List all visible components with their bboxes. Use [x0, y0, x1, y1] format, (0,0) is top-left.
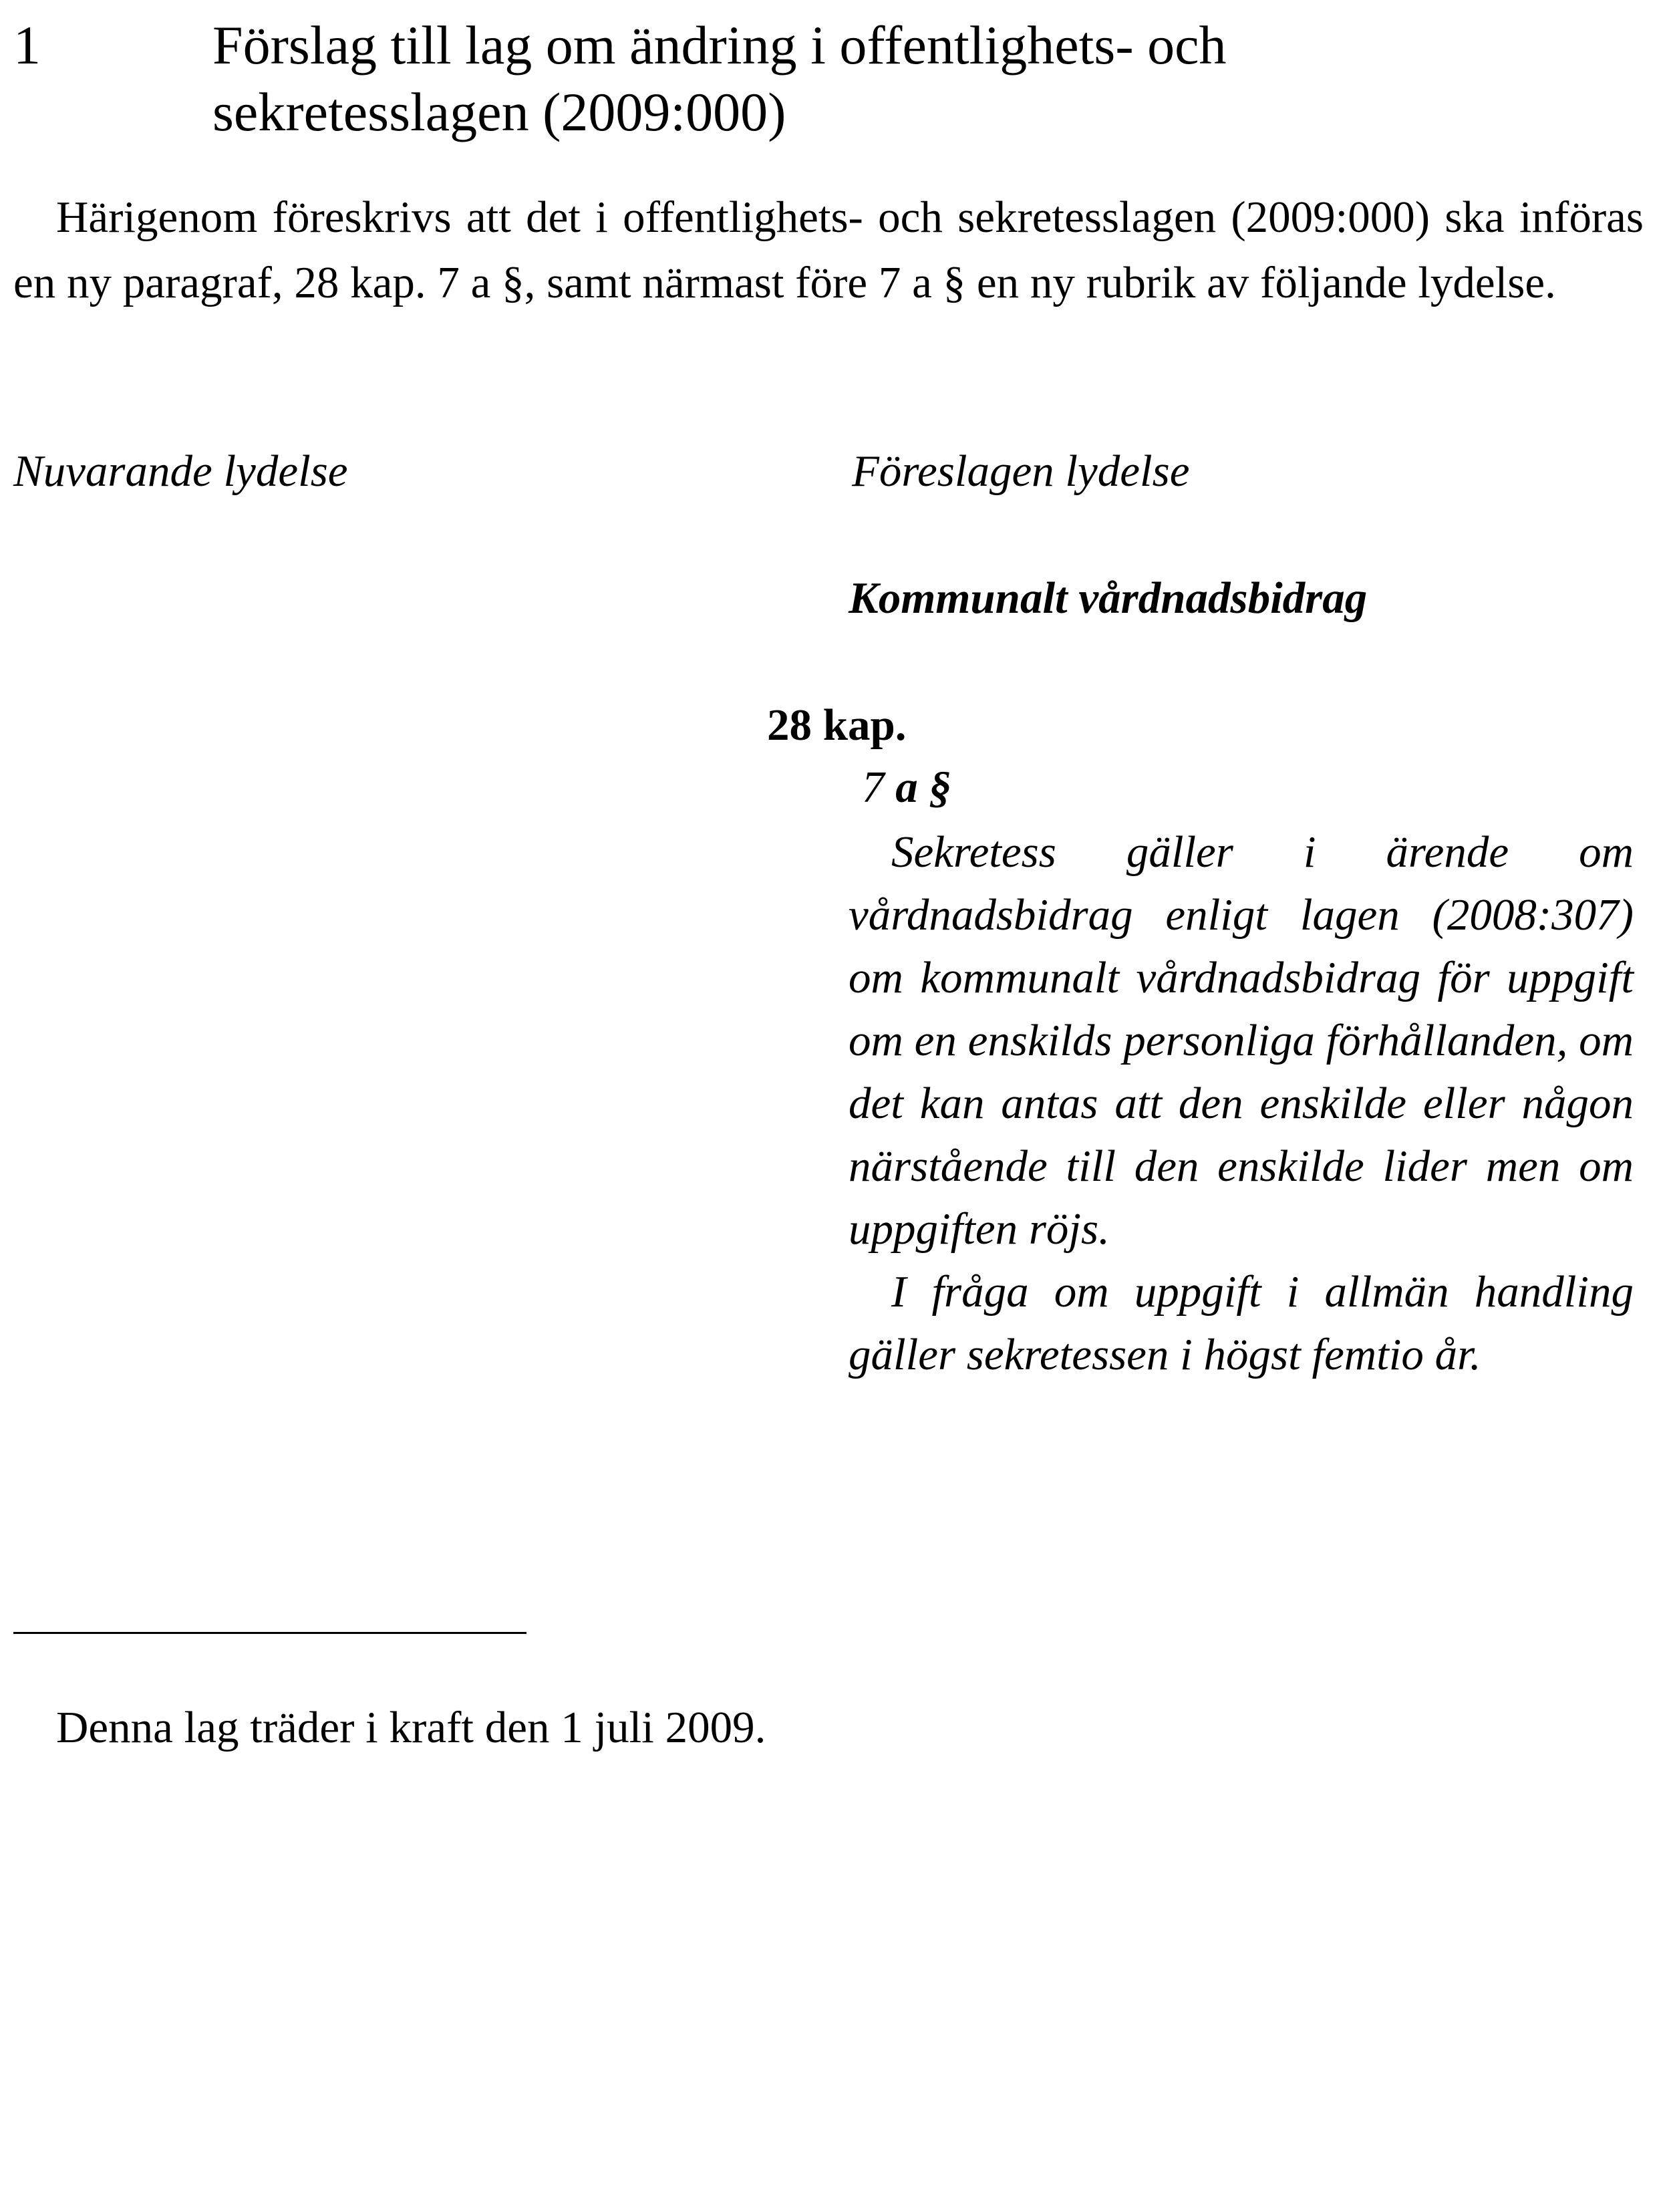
- heading-title: [212, 12, 1549, 146]
- heading-number: 1: [13, 15, 41, 76]
- heading-title-line-1: Förslag till lag om ändring i offentlighets- och: [212, 15, 1227, 76]
- provision-text: [849, 821, 1634, 1386]
- footnote-divider: [13, 1632, 526, 1634]
- intro-paragraph: Härigenom föreskrivs att det i offentlighets- och sekretesslagen (2009:000) ska införas en ny paragraf, 28 kap. 7 a §, samt närmast före 7 a § en ny rubrik av följande lydelse.: [13, 192, 1644, 307]
- section-number: 7: [862, 763, 885, 812]
- provision-paragraph-2: I fråga om uppgift i allmän handling gäller sekretessen i högst femtio år.: [849, 1267, 1634, 1379]
- provision-paragraph-1: Sekretess gäller i ärende om vårdnadsbidrag enligt lagen (2008:307) om kommunalt vårdnadsbidrag för uppgift om en enskilds personliga förhållanden, om det kan antas att den enskilde eller någon närstående till den enskilde lider men om uppgiften röjs.: [849, 827, 1634, 1254]
- section-rubric: Kommunalt vårdnadsbidrag: [849, 573, 1368, 623]
- heading-title-line-2: sekretesslagen (2009:000): [212, 82, 786, 142]
- chapter-label: 28 kap.: [767, 700, 907, 750]
- section-letter: a §: [895, 763, 951, 812]
- proposed-wording-heading: Föreslagen lydelse: [852, 446, 1190, 496]
- current-wording-heading: Nuvarande lydelse: [13, 446, 348, 496]
- effective-date-text: Denna lag träder i kraft den 1 juli 2009.: [56, 1703, 766, 1752]
- section-label: [862, 757, 951, 817]
